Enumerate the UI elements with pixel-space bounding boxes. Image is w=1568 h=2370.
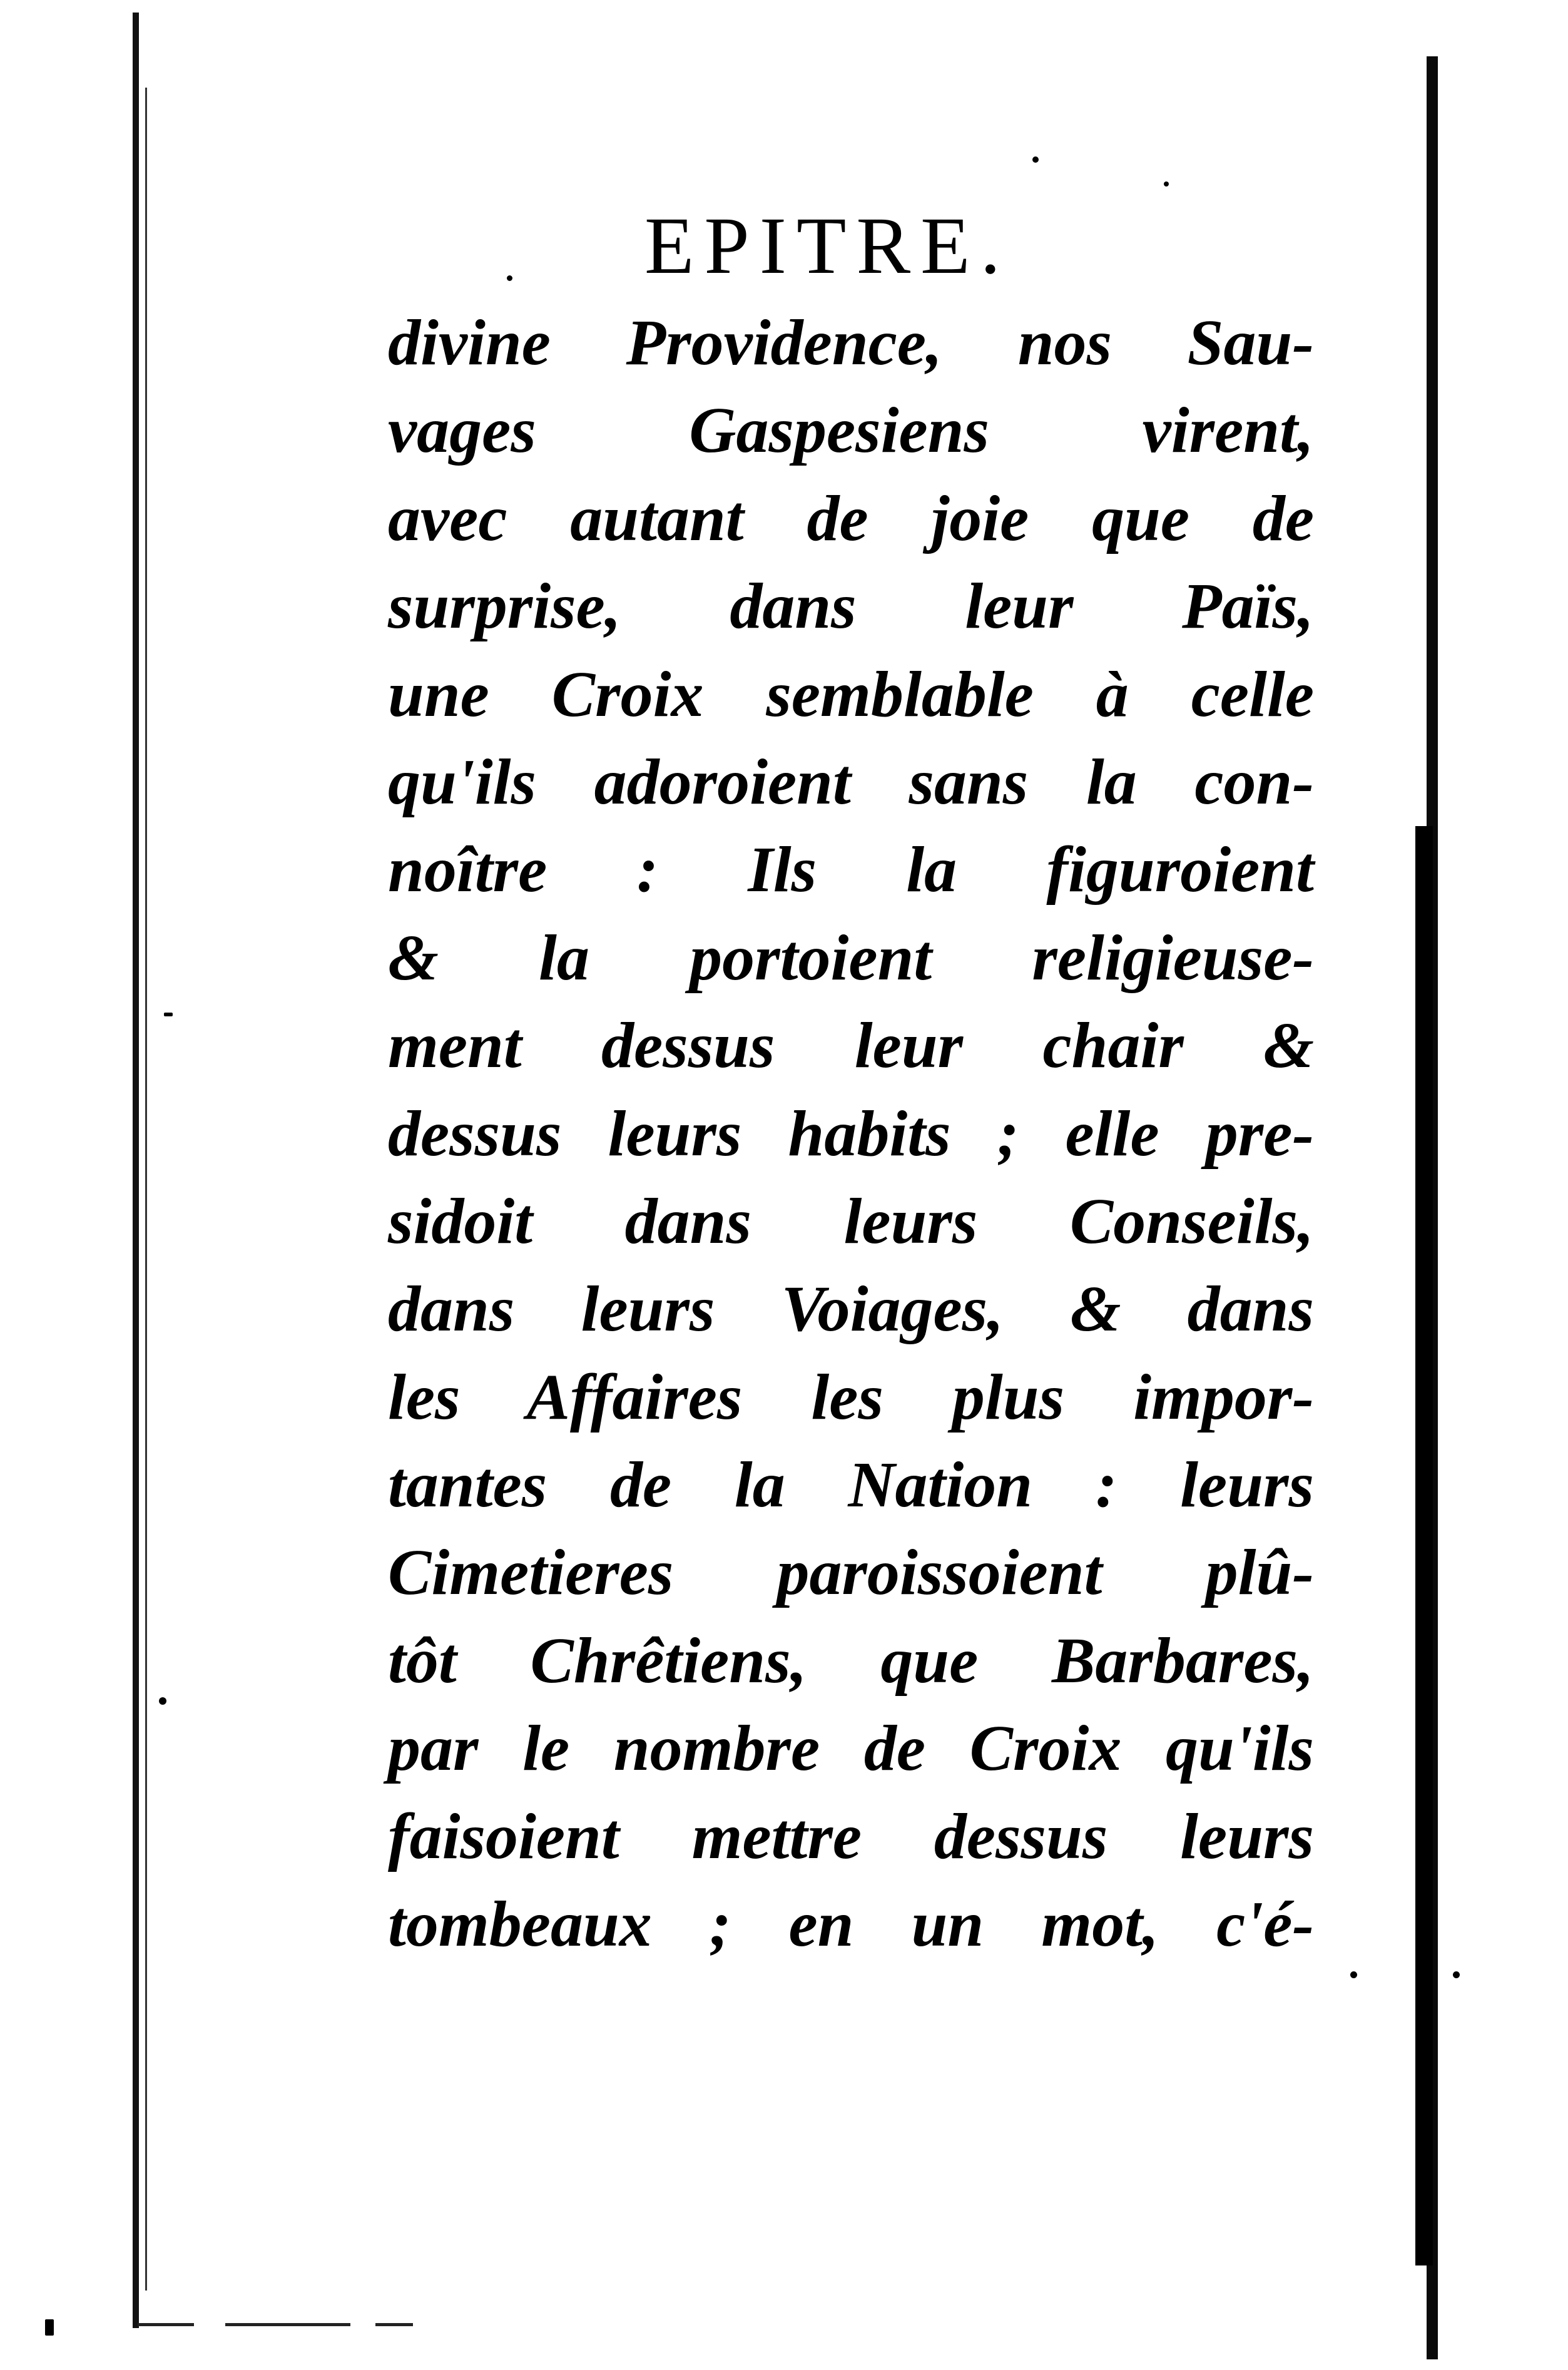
scan-speck xyxy=(1350,1971,1357,1978)
scan-speck xyxy=(507,275,512,281)
text-line: dessus leurs habits ; elle pre- xyxy=(388,1097,1314,1170)
text-line: surprise, dans leur Païs, xyxy=(388,570,1314,643)
scan-speck xyxy=(1032,156,1039,163)
scan-speck xyxy=(164,1013,173,1016)
text-line: Cimetieres paroissoient plû- xyxy=(388,1536,1314,1609)
text-line: & la portoient religieuse- xyxy=(388,921,1314,994)
text-line: tantes de la Nation : leurs xyxy=(388,1449,1314,1521)
body-text xyxy=(388,299,1314,1968)
text-line: une Croix semblable à celle xyxy=(388,658,1314,730)
binding-edge-left xyxy=(133,13,139,2328)
running-head: EPITRE. xyxy=(644,201,1011,291)
page-edge-right-shadow xyxy=(1415,826,1433,2265)
text-line: noître : Ils la figuroient xyxy=(388,834,1314,906)
text-line: tombeaux ; en un mot, c'é- xyxy=(388,1888,1314,1961)
text-line: divine Providence, nos Sau- xyxy=(388,307,1314,379)
scan-edge-bottom xyxy=(225,2323,350,2326)
scan-speck xyxy=(1164,181,1169,186)
text-line: par le nombre de Croix qu'ils xyxy=(388,1712,1314,1785)
text-line: vages Gaspesiens virent, xyxy=(388,394,1314,467)
text-line: sidoit dans leurs Conseils, xyxy=(388,1185,1314,1257)
text-line: ment dessus leur chair & xyxy=(388,1009,1314,1082)
binding-edge-left-inner xyxy=(145,88,147,2291)
text-line: les Affaires les plus impor- xyxy=(388,1361,1314,1433)
text-line: faisoient mettre dessus leurs xyxy=(388,1800,1314,1872)
text-line: avec autant de joie que de xyxy=(388,482,1314,554)
scan-speck xyxy=(159,1697,166,1705)
text-line: tôt Chrêtiens, que Barbares, xyxy=(388,1624,1314,1697)
text-line: dans leurs Voiages, & dans xyxy=(388,1273,1314,1346)
text-line: qu'ils adoroient sans la con- xyxy=(388,745,1314,818)
scan-speck xyxy=(1453,1971,1460,1978)
scan-edge-bottom xyxy=(375,2323,413,2326)
scan-edge-bottom xyxy=(138,2323,194,2326)
scan-speck xyxy=(45,2319,54,2336)
